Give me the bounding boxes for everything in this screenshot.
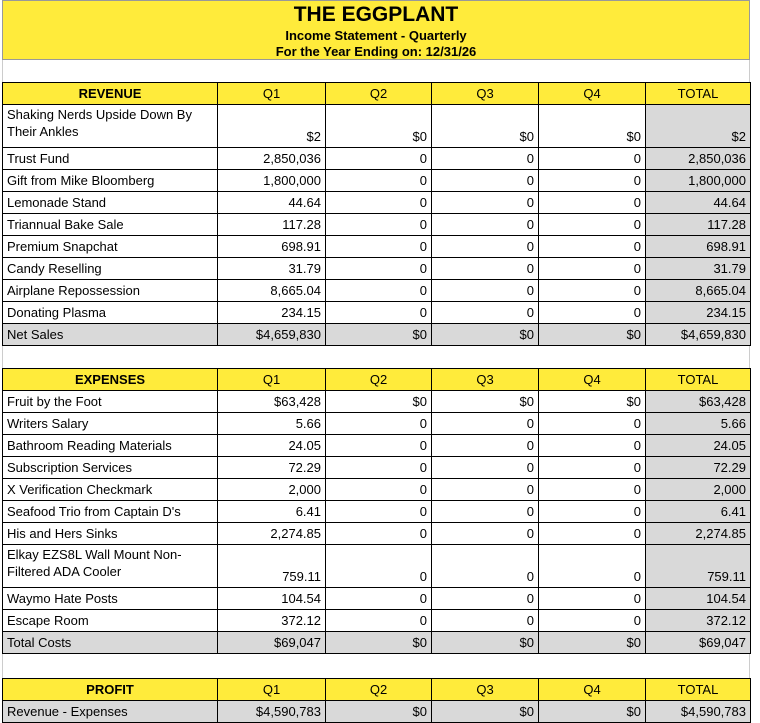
- cell-q1[interactable]: $63,428: [218, 391, 326, 413]
- row-label[interactable]: Airplane Repossession: [3, 280, 218, 302]
- cell-q1[interactable]: 372.12: [218, 610, 326, 632]
- cell-q2[interactable]: 0: [326, 413, 432, 435]
- row-label[interactable]: Net Sales: [3, 324, 218, 346]
- revenue-table: [2, 82, 751, 346]
- row-label[interactable]: Gift from Mike Bloomberg: [3, 170, 218, 192]
- row-label[interactable]: Seafood Trio from Captain D's: [3, 501, 218, 523]
- expenses-table: [2, 368, 751, 654]
- table-row: [3, 588, 751, 610]
- sheet-subtitle[interactable]: Income Statement - Quarterly: [285, 28, 467, 43]
- column-header-total[interactable]: TOTAL: [646, 369, 751, 391]
- cell-q4[interactable]: 0: [539, 413, 646, 435]
- cell-q1[interactable]: 698.91: [218, 236, 326, 258]
- row-label[interactable]: Escape Room: [3, 610, 218, 632]
- column-header-q4[interactable]: Q4: [539, 83, 646, 105]
- expenses-summary-row: [3, 632, 751, 654]
- row-label[interactable]: Trust Fund: [3, 148, 218, 170]
- cell-q1[interactable]: 1,800,000: [218, 170, 326, 192]
- column-header-q1[interactable]: Q1: [218, 369, 326, 391]
- cell-q4[interactable]: 0: [539, 457, 646, 479]
- cell-q1[interactable]: 5.66: [218, 413, 326, 435]
- cell-q2[interactable]: 0: [326, 236, 432, 258]
- table-row: [3, 105, 751, 148]
- row-label[interactable]: Fruit by the Foot: [3, 391, 218, 413]
- cell-total[interactable]: $2: [646, 105, 751, 148]
- table-row: [3, 479, 751, 501]
- cell-q2[interactable]: 0: [326, 457, 432, 479]
- table-row: [3, 258, 751, 280]
- expenses-heading[interactable]: EXPENSES: [3, 369, 218, 391]
- cell-q2[interactable]: 0: [326, 501, 432, 523]
- cell-q3[interactable]: $0: [432, 701, 539, 723]
- cell-q1[interactable]: 2,850,036: [218, 148, 326, 170]
- cell-q4[interactable]: 0: [539, 545, 646, 588]
- cell-total[interactable]: 2,850,036: [646, 148, 751, 170]
- revenue-summary-row: [3, 324, 751, 346]
- cell-q3[interactable]: 0: [432, 280, 539, 302]
- cell-q1[interactable]: 234.15: [218, 302, 326, 324]
- cell-q1[interactable]: 72.29: [218, 457, 326, 479]
- cell-q4[interactable]: 0: [539, 192, 646, 214]
- cell-q2[interactable]: 0: [326, 523, 432, 545]
- cell-q4[interactable]: 0: [539, 435, 646, 457]
- table-row: [3, 610, 751, 632]
- cell-q1[interactable]: 31.79: [218, 258, 326, 280]
- cell-total[interactable]: 104.54: [646, 588, 751, 610]
- cell-q3[interactable]: $0: [432, 632, 539, 654]
- row-label[interactable]: X Verification Checkmark: [3, 479, 218, 501]
- spacer-row: [2, 346, 750, 368]
- cell-total[interactable]: 117.28: [646, 214, 751, 236]
- cell-q2[interactable]: $0: [326, 324, 432, 346]
- cell-q2[interactable]: 0: [326, 192, 432, 214]
- cell-q3[interactable]: 0: [432, 170, 539, 192]
- cell-q4[interactable]: 0: [539, 479, 646, 501]
- cell-total[interactable]: 759.11: [646, 545, 751, 588]
- row-label[interactable]: Writers Salary: [3, 413, 218, 435]
- cell-q2[interactable]: $0: [326, 701, 432, 723]
- cell-q2[interactable]: $0: [326, 632, 432, 654]
- cell-q4[interactable]: 0: [539, 302, 646, 324]
- cell-q3[interactable]: $0: [432, 391, 539, 413]
- cell-total[interactable]: 44.64: [646, 192, 751, 214]
- cell-q3[interactable]: 0: [432, 523, 539, 545]
- cell-q2[interactable]: $0: [326, 391, 432, 413]
- cell-total[interactable]: $63,428: [646, 391, 751, 413]
- cell-q4[interactable]: $0: [539, 105, 646, 148]
- table-row: [3, 413, 751, 435]
- cell-total[interactable]: 2,000: [646, 479, 751, 501]
- cell-q3[interactable]: 0: [432, 148, 539, 170]
- cell-q3[interactable]: 0: [432, 501, 539, 523]
- profit-header-row: [3, 679, 751, 701]
- table-row: [3, 457, 751, 479]
- cell-q3[interactable]: 0: [432, 479, 539, 501]
- cell-q2[interactable]: 0: [326, 479, 432, 501]
- row-label[interactable]: Premium Snapchat: [3, 236, 218, 258]
- cell-q1[interactable]: $2: [218, 105, 326, 148]
- cell-q1[interactable]: 759.11: [218, 545, 326, 588]
- cell-q4[interactable]: 0: [539, 236, 646, 258]
- cell-q3[interactable]: 0: [432, 435, 539, 457]
- cell-q4[interactable]: $0: [539, 391, 646, 413]
- row-label[interactable]: Total Costs: [3, 632, 218, 654]
- cell-total[interactable]: $4,659,830: [646, 324, 751, 346]
- revenue-heading[interactable]: REVENUE: [3, 83, 218, 105]
- cell-total[interactable]: 234.15: [646, 302, 751, 324]
- cell-q2[interactable]: 0: [326, 435, 432, 457]
- cell-q3[interactable]: 0: [432, 214, 539, 236]
- cell-q3[interactable]: 0: [432, 258, 539, 280]
- table-row: [3, 192, 751, 214]
- row-label[interactable]: Waymo Hate Posts: [3, 588, 218, 610]
- cell-total[interactable]: 5.66: [646, 413, 751, 435]
- revenue-header-row: [3, 83, 751, 105]
- cell-total[interactable]: $69,047: [646, 632, 751, 654]
- cell-q3[interactable]: 0: [432, 302, 539, 324]
- profit-heading[interactable]: PROFIT: [3, 679, 218, 701]
- row-label[interactable]: Candy Reselling: [3, 258, 218, 280]
- cell-total[interactable]: 2,274.85: [646, 523, 751, 545]
- cell-total[interactable]: 31.79: [646, 258, 751, 280]
- cell-q2[interactable]: 0: [326, 545, 432, 588]
- column-header-q4[interactable]: Q4: [539, 369, 646, 391]
- column-header-total[interactable]: TOTAL: [646, 679, 751, 701]
- column-header-total[interactable]: TOTAL: [646, 83, 751, 105]
- table-row: [3, 170, 751, 192]
- cell-q1[interactable]: $4,590,783: [218, 701, 326, 723]
- expenses-header-row: [3, 369, 751, 391]
- profit-summary-row: [3, 701, 751, 723]
- cell-q3[interactable]: 0: [432, 610, 539, 632]
- spacer-row: [2, 654, 750, 678]
- table-row: [3, 280, 751, 302]
- row-label[interactable]: Revenue - Expenses: [3, 701, 218, 723]
- cell-q4[interactable]: 0: [539, 170, 646, 192]
- cell-q1[interactable]: 117.28: [218, 214, 326, 236]
- cell-total[interactable]: $4,590,783: [646, 701, 751, 723]
- row-label[interactable]: His and Hers Sinks: [3, 523, 218, 545]
- cell-q2[interactable]: 0: [326, 170, 432, 192]
- cell-q2[interactable]: 0: [326, 280, 432, 302]
- cell-q2[interactable]: 0: [326, 302, 432, 324]
- profit-table: [2, 678, 751, 723]
- cell-total[interactable]: 8,665.04: [646, 280, 751, 302]
- table-row: [3, 501, 751, 523]
- cell-q1[interactable]: 2,274.85: [218, 523, 326, 545]
- cell-total[interactable]: 698.91: [646, 236, 751, 258]
- cell-q1[interactable]: $4,659,830: [218, 324, 326, 346]
- cell-q4[interactable]: 0: [539, 610, 646, 632]
- cell-q4[interactable]: $0: [539, 701, 646, 723]
- cell-q2[interactable]: 0: [326, 214, 432, 236]
- row-label[interactable]: Triannual Bake Sale: [3, 214, 218, 236]
- cell-q2[interactable]: 0: [326, 258, 432, 280]
- cell-q3[interactable]: 0: [432, 545, 539, 588]
- sheet-period[interactable]: For the Year Ending on: 12/31/26: [275, 44, 477, 59]
- table-row: [3, 214, 751, 236]
- table-row: [3, 148, 751, 170]
- column-header-q1[interactable]: Q1: [218, 83, 326, 105]
- cell-q1[interactable]: 8,665.04: [218, 280, 326, 302]
- row-label[interactable]: Bathroom Reading Materials: [3, 435, 218, 457]
- cell-q4[interactable]: 0: [539, 258, 646, 280]
- cell-q3[interactable]: 0: [432, 192, 539, 214]
- spacer-row: [2, 60, 750, 82]
- cell-q3[interactable]: 0: [432, 588, 539, 610]
- cell-q4[interactable]: 0: [539, 501, 646, 523]
- row-label[interactable]: Shaking Nerds Upside Down By Their Ankles: [3, 105, 218, 148]
- row-label[interactable]: Elkay EZS8L Wall Mount Non-Filtered ADA Cooler: [3, 545, 218, 588]
- table-row: [3, 545, 751, 588]
- cell-q4[interactable]: 0: [539, 588, 646, 610]
- cell-q3[interactable]: $0: [432, 105, 539, 148]
- table-row: [3, 302, 751, 324]
- sheet-title[interactable]: THE EGGPLANT: [293, 3, 459, 26]
- cell-q1[interactable]: 44.64: [218, 192, 326, 214]
- income-statement-sheet: [2, 0, 758, 723]
- cell-q4[interactable]: 0: [539, 280, 646, 302]
- cell-total[interactable]: 372.12: [646, 610, 751, 632]
- row-label[interactable]: Subscription Services: [3, 457, 218, 479]
- cell-q1[interactable]: 104.54: [218, 588, 326, 610]
- cell-q1[interactable]: 2,000: [218, 479, 326, 501]
- cell-q3[interactable]: $0: [432, 324, 539, 346]
- cell-q2[interactable]: 0: [326, 610, 432, 632]
- cell-q3[interactable]: 0: [432, 236, 539, 258]
- column-header-q2[interactable]: Q2: [326, 369, 432, 391]
- cell-q1[interactable]: 6.41: [218, 501, 326, 523]
- cell-q4[interactable]: $0: [539, 632, 646, 654]
- table-row: [3, 435, 751, 457]
- column-header-q4[interactable]: Q4: [539, 679, 646, 701]
- cell-q4[interactable]: 0: [539, 214, 646, 236]
- column-header-q3[interactable]: Q3: [432, 369, 539, 391]
- cell-total[interactable]: 1,800,000: [646, 170, 751, 192]
- title-block: [2, 0, 750, 60]
- table-row: [3, 391, 751, 413]
- table-row: [3, 523, 751, 545]
- column-header-q3[interactable]: Q3: [432, 679, 539, 701]
- cell-q2[interactable]: $0: [326, 105, 432, 148]
- cell-q3[interactable]: 0: [432, 413, 539, 435]
- cell-total[interactable]: 6.41: [646, 501, 751, 523]
- row-label[interactable]: Lemonade Stand: [3, 192, 218, 214]
- cell-q3[interactable]: 0: [432, 457, 539, 479]
- cell-q1[interactable]: $69,047: [218, 632, 326, 654]
- cell-q2[interactable]: 0: [326, 588, 432, 610]
- cell-q4[interactable]: 0: [539, 523, 646, 545]
- row-label[interactable]: Donating Plasma: [3, 302, 218, 324]
- column-header-q2[interactable]: Q2: [326, 679, 432, 701]
- column-header-q2[interactable]: Q2: [326, 83, 432, 105]
- column-header-q3[interactable]: Q3: [432, 83, 539, 105]
- cell-total[interactable]: 24.05: [646, 435, 751, 457]
- cell-q2[interactable]: 0: [326, 148, 432, 170]
- cell-q4[interactable]: 0: [539, 148, 646, 170]
- column-header-q1[interactable]: Q1: [218, 679, 326, 701]
- cell-q1[interactable]: 24.05: [218, 435, 326, 457]
- table-row: [3, 236, 751, 258]
- cell-total[interactable]: 72.29: [646, 457, 751, 479]
- cell-q4[interactable]: $0: [539, 324, 646, 346]
